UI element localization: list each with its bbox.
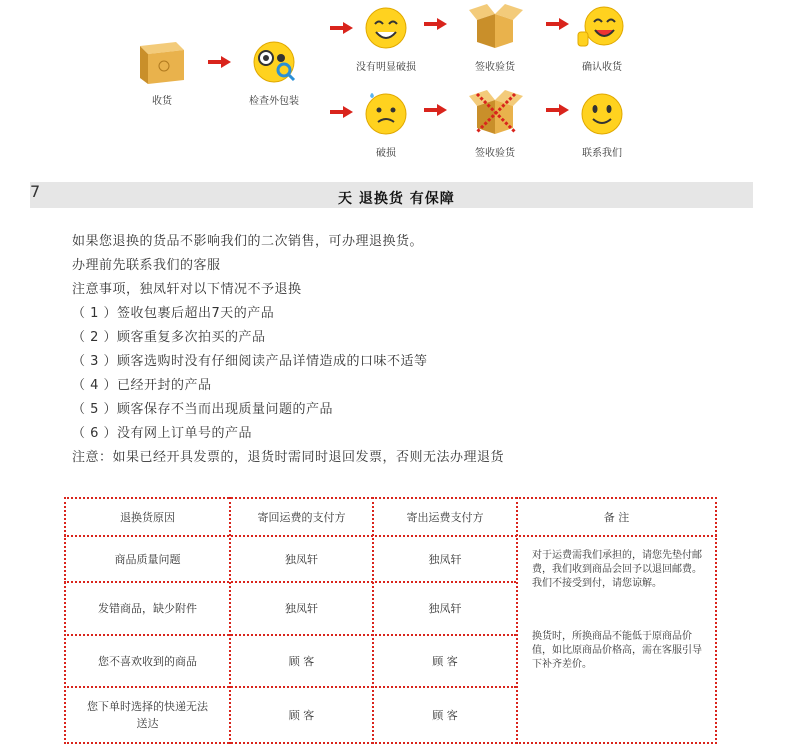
policy-line: （ 5 ）顾客保存不当而出现质量问题的产品 [72, 402, 334, 417]
damaged-box-icon [465, 88, 525, 140]
flow-arrow [424, 104, 448, 116]
table-cell-send-fee: 顾 客 [432, 708, 458, 722]
policy-line: 办理前先联系我们的客服 [72, 258, 221, 273]
flow-caption: 破损 [376, 148, 396, 159]
table-cell-send-fee: 独凤轩 [428, 602, 462, 615]
flow-caption: 收货 [152, 96, 172, 107]
policy-line: （ 1 ）签收包裹后超出7天的产品 [72, 306, 275, 321]
flow-arrow [208, 56, 232, 68]
flow-step-sign-top [455, 2, 535, 73]
table-cell-return-fee: 顾 客 [288, 708, 315, 722]
flow-step-confirm [562, 2, 642, 73]
policy-line: 如果您退换的货品不影响我们的二次销售，可办理退换货。 [72, 234, 424, 249]
open-box-icon [465, 2, 525, 54]
table-cell-send-fee: 顾 客 [432, 654, 458, 668]
policy-line: （ 3 ）顾客选购时没有仔细阅读产品详情造成的口味不适等 [72, 354, 428, 369]
flow-caption: 检查外包装 [249, 96, 299, 107]
table-border [64, 742, 717, 744]
policy-line: 注意：如果已经开具发票的，退货时需同时退回发票，否则无法办理退货 [72, 450, 505, 465]
happy-smiley-icon [356, 2, 416, 54]
header-return-fee: 寄回运费的支付方 [257, 510, 346, 524]
table-cell-reason: 您不喜欢收到的商品 [98, 654, 197, 668]
header-remarks: 备 注 [603, 510, 630, 524]
header-send-fee: 寄出运费支付方 [406, 510, 484, 524]
magnifier-smiley-icon [244, 36, 304, 88]
flow-step-damaged [346, 88, 426, 159]
flow-caption: 签收验货 [475, 148, 515, 159]
flow-step-contact [562, 88, 642, 159]
table-border [715, 497, 717, 744]
flow-caption: 确认收货 [582, 62, 622, 73]
flow-caption: 没有明显破损 [356, 62, 416, 73]
worried-smiley-icon [356, 88, 416, 140]
smile-smiley-icon [572, 88, 632, 140]
policy-line: 注意事项，独凤轩对以下情况不予退换 [72, 282, 302, 297]
table-cell-reason: 发错商品，缺少附件 [98, 602, 197, 615]
flow-caption: 联系我们 [582, 148, 622, 159]
flow-step-receive [122, 36, 202, 107]
table-cell-send-fee: 独凤轩 [428, 552, 462, 566]
banner-number: 7 [30, 182, 41, 201]
package-box-icon [132, 36, 192, 88]
return-policy-text [72, 230, 504, 470]
policy-line: （ 2 ）顾客重复多次拍买的产品 [72, 330, 266, 345]
shipping-fee-table [64, 497, 717, 744]
remark-exchange: 换货时，所换商品不能低于原商品价值，如比原商品价格高，需在客服引导下补齐差价。 [532, 631, 702, 670]
banner-title: 天 退换货 有保障 [338, 191, 455, 207]
policy-line: （ 4 ）已经开封的产品 [72, 378, 212, 393]
thumbs-up-smiley-icon [572, 2, 632, 54]
table-cell-return-fee: 独凤轩 [285, 602, 318, 615]
header-reason: 退换货原因 [120, 510, 175, 524]
remark-shipping-fee: 对于运费需我们承担的，请您先垫付邮费，我们收到商品会回予以退回邮费。我们不接受到付，请您谅解。 [532, 550, 702, 589]
flow-caption: 签收验货 [475, 62, 515, 73]
policy-line: （ 6 ）没有网上订单号的产品 [72, 426, 253, 441]
table-cell-return-fee: 顾 客 [288, 654, 315, 668]
return-flow-diagram [0, 0, 790, 165]
flow-arrow [424, 18, 448, 30]
table-cell-return-fee: 独凤轩 [285, 552, 318, 566]
flow-step-sign-bottom [455, 88, 535, 159]
table-cell-reason: 您下单时选择的快递无法送达 [87, 700, 208, 730]
flow-step-inspect [234, 36, 314, 107]
table-cell-reason: 商品质量问题 [114, 552, 181, 566]
flow-step-no-damage [346, 2, 426, 73]
